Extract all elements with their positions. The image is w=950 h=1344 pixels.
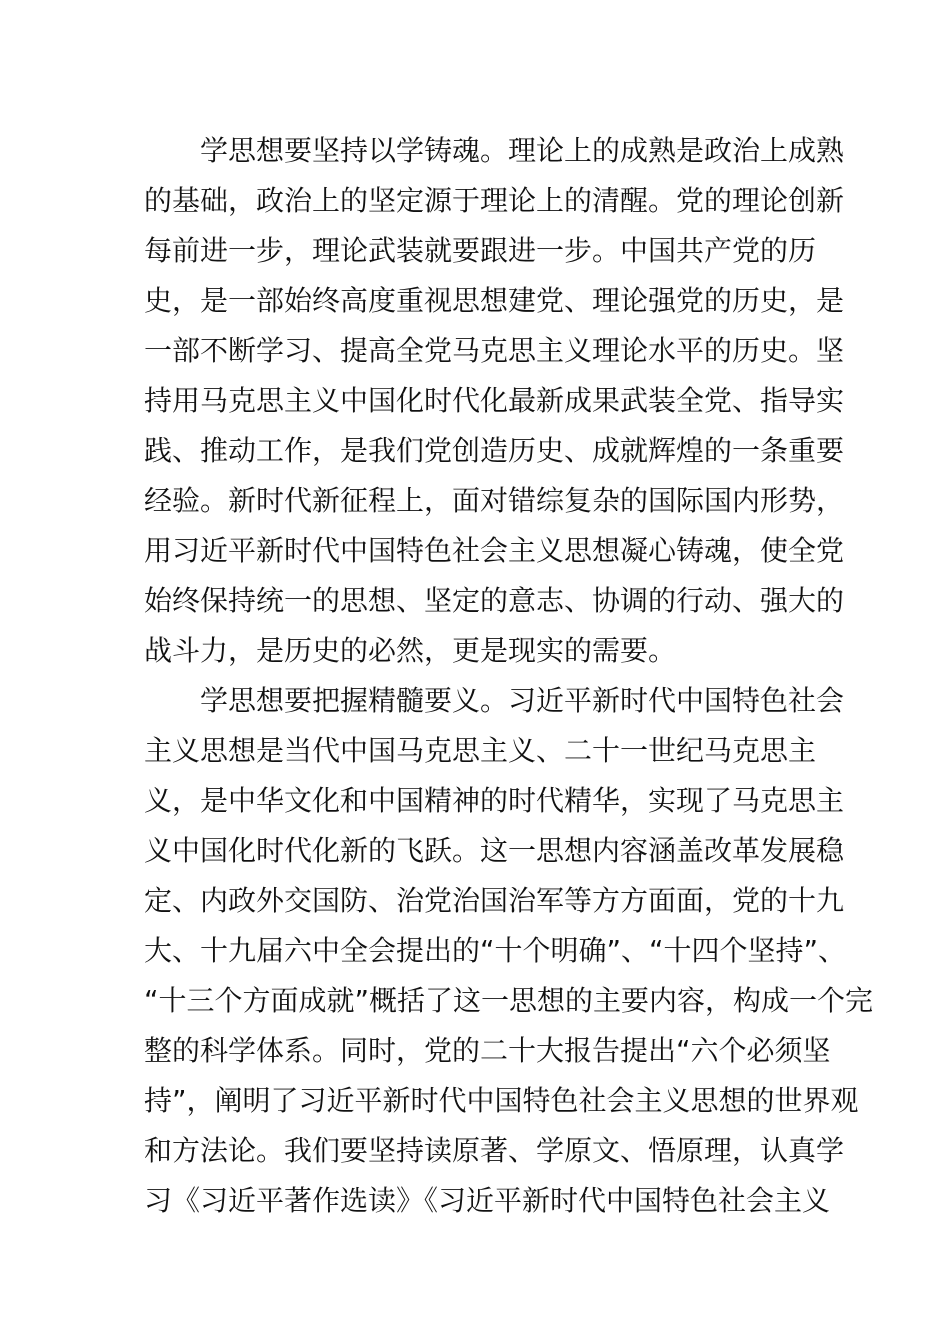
paragraph-line: “十三个方面成就”概括了这一思想的主要内容，构成一个完 — [144, 984, 874, 1017]
paragraph-line: 始终保持统一的思想、坚定的意志、协调的行动、强大的 — [144, 584, 845, 617]
paragraph-line: 学思想要坚持以学铸魂。理论上的成熟是政治上成熟 — [200, 134, 845, 167]
paragraph-line: 和方法论。我们要坚持读原著、学原文、悟原理，认真学 — [144, 1134, 845, 1167]
paragraph-line: 定、内政外交国防、治党治国治军等方方面面，党的十九 — [144, 884, 845, 917]
paragraph-line: 义中国化时代化新的飞跃。这一思想内容涵盖改革发展稳 — [144, 834, 845, 867]
document-body — [144, 126, 874, 1226]
paragraph-line: 大、十九届六中全会提出的“十个明确”、“十四个坚持”、 — [144, 934, 847, 967]
paragraph-1 — [144, 126, 845, 676]
paragraph-line: 持”，阐明了习近平新时代中国特色社会主义思想的世界观 — [144, 1084, 859, 1117]
paragraph-line: 整的科学体系。同时，党的二十大报告提出“六个必须坚 — [144, 1034, 831, 1067]
paragraph-2 — [144, 676, 874, 1226]
paragraph-line: 践、推动工作，是我们党创造历史、成就辉煌的一条重要 — [144, 434, 845, 467]
paragraph-line: 用习近平新时代中国特色社会主义思想凝心铸魂，使全党 — [144, 534, 845, 567]
paragraph-line: 习《习近平著作选读》《习近平新时代中国特色社会主义 — [144, 1184, 831, 1217]
paragraph-line: 的基础，政治上的坚定源于理论上的清醒。党的理论创新 — [144, 184, 845, 217]
paragraph-line: 主义思想是当代中国马克思主义、二十一世纪马克思主 — [144, 734, 817, 767]
paragraph-line: 义，是中华文化和中国精神的时代精华，实现了马克思主 — [144, 784, 845, 817]
paragraph-line: 经验。新时代新征程上，面对错综复杂的国际国内形势， — [144, 484, 845, 517]
paragraph-line: 每前进一步，理论武装就要跟进一步。中国共产党的历 — [144, 234, 817, 267]
paragraph-line: 史，是一部始终高度重视思想建党、理论强党的历史，是 — [144, 284, 845, 317]
paragraph-line: 持用马克思主义中国化时代化最新成果武装全党、指导实 — [144, 384, 845, 417]
paragraph-line: 战斗力，是历史的必然，更是现实的需要。 — [144, 634, 677, 667]
paragraph-line: 学思想要把握精髓要义。习近平新时代中国特色社会 — [200, 684, 845, 717]
paragraph-line: 一部不断学习、提高全党马克思主义理论水平的历史。坚 — [144, 334, 845, 367]
